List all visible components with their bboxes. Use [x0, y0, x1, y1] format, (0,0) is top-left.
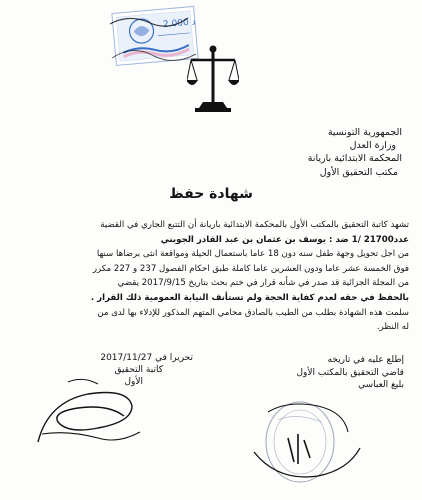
clerk-signature — [28, 372, 148, 454]
body-line: تشهد كاتبة التحقيق بالمكتب الأول بالمحكمة الابتدائية باريانة أن التتبع الجاري في القضية — [100, 220, 409, 230]
scales-of-justice-icon — [187, 44, 239, 114]
body-line: سلمت هذه الشهادة بطلب من الطيب بالصادق محامي المتهم المذكور للإدلاء بها لدى من — [97, 307, 409, 318]
judge-title: قاضي التحقيق بالمكتب الأول — [296, 367, 404, 378]
judge-signature-and-seal — [248, 392, 368, 492]
judge-signature-block — [234, 354, 404, 392]
clerk-role: كاتبة التحقيق — [114, 365, 163, 375]
issue-date: تحريرا في 2017/11/27 — [100, 353, 193, 363]
body-line: من المجلة الجزائية قد صدر في شأنه قرار في ختم بحث بتاريخ 2017/9/15 يقضي — [117, 278, 409, 289]
header-line-ministry: وزارة العدل — [349, 140, 396, 152]
certificate-body — [17, 218, 409, 335]
header-line-office: مكتب التحقيق الأول — [319, 166, 398, 178]
clerk-office: الأول — [124, 377, 143, 387]
stamp-value: 2.000 د — [162, 17, 197, 31]
document-title: شهادة حفظ — [169, 186, 253, 202]
judge-name: بليغ العباسي — [358, 380, 404, 390]
body-line: له النظر. — [376, 322, 409, 333]
body-line: فوق الخمسة عشر عاما ودون العشرين عاما كاملة طبق احكام الفصول 237 و 227 مكرر — [92, 263, 409, 274]
ministry-header — [252, 126, 402, 179]
body-line-case-number: عدد21700 /1 ضد : يوسف بن عثمان بن عبد القادر الجويني — [160, 234, 409, 245]
header-line-republic: الجمهورية التونسية — [327, 127, 402, 138]
header-line-court: المحكمة الابتدائية باريانة — [307, 153, 402, 165]
body-line: من اجل تحويل وجهة طفل سنه دون 18 عاما باستعمال الحيلة ومواقعة انثى برضاها سنها — [96, 249, 409, 260]
reviewed-line: إطلع عليه في تاريخه — [327, 355, 404, 365]
body-line-decision: بالحفظ في حقه لعدم كفاية الحجة ولم تستأنف النيابة العمومية ذلك القرار . — [90, 292, 409, 303]
